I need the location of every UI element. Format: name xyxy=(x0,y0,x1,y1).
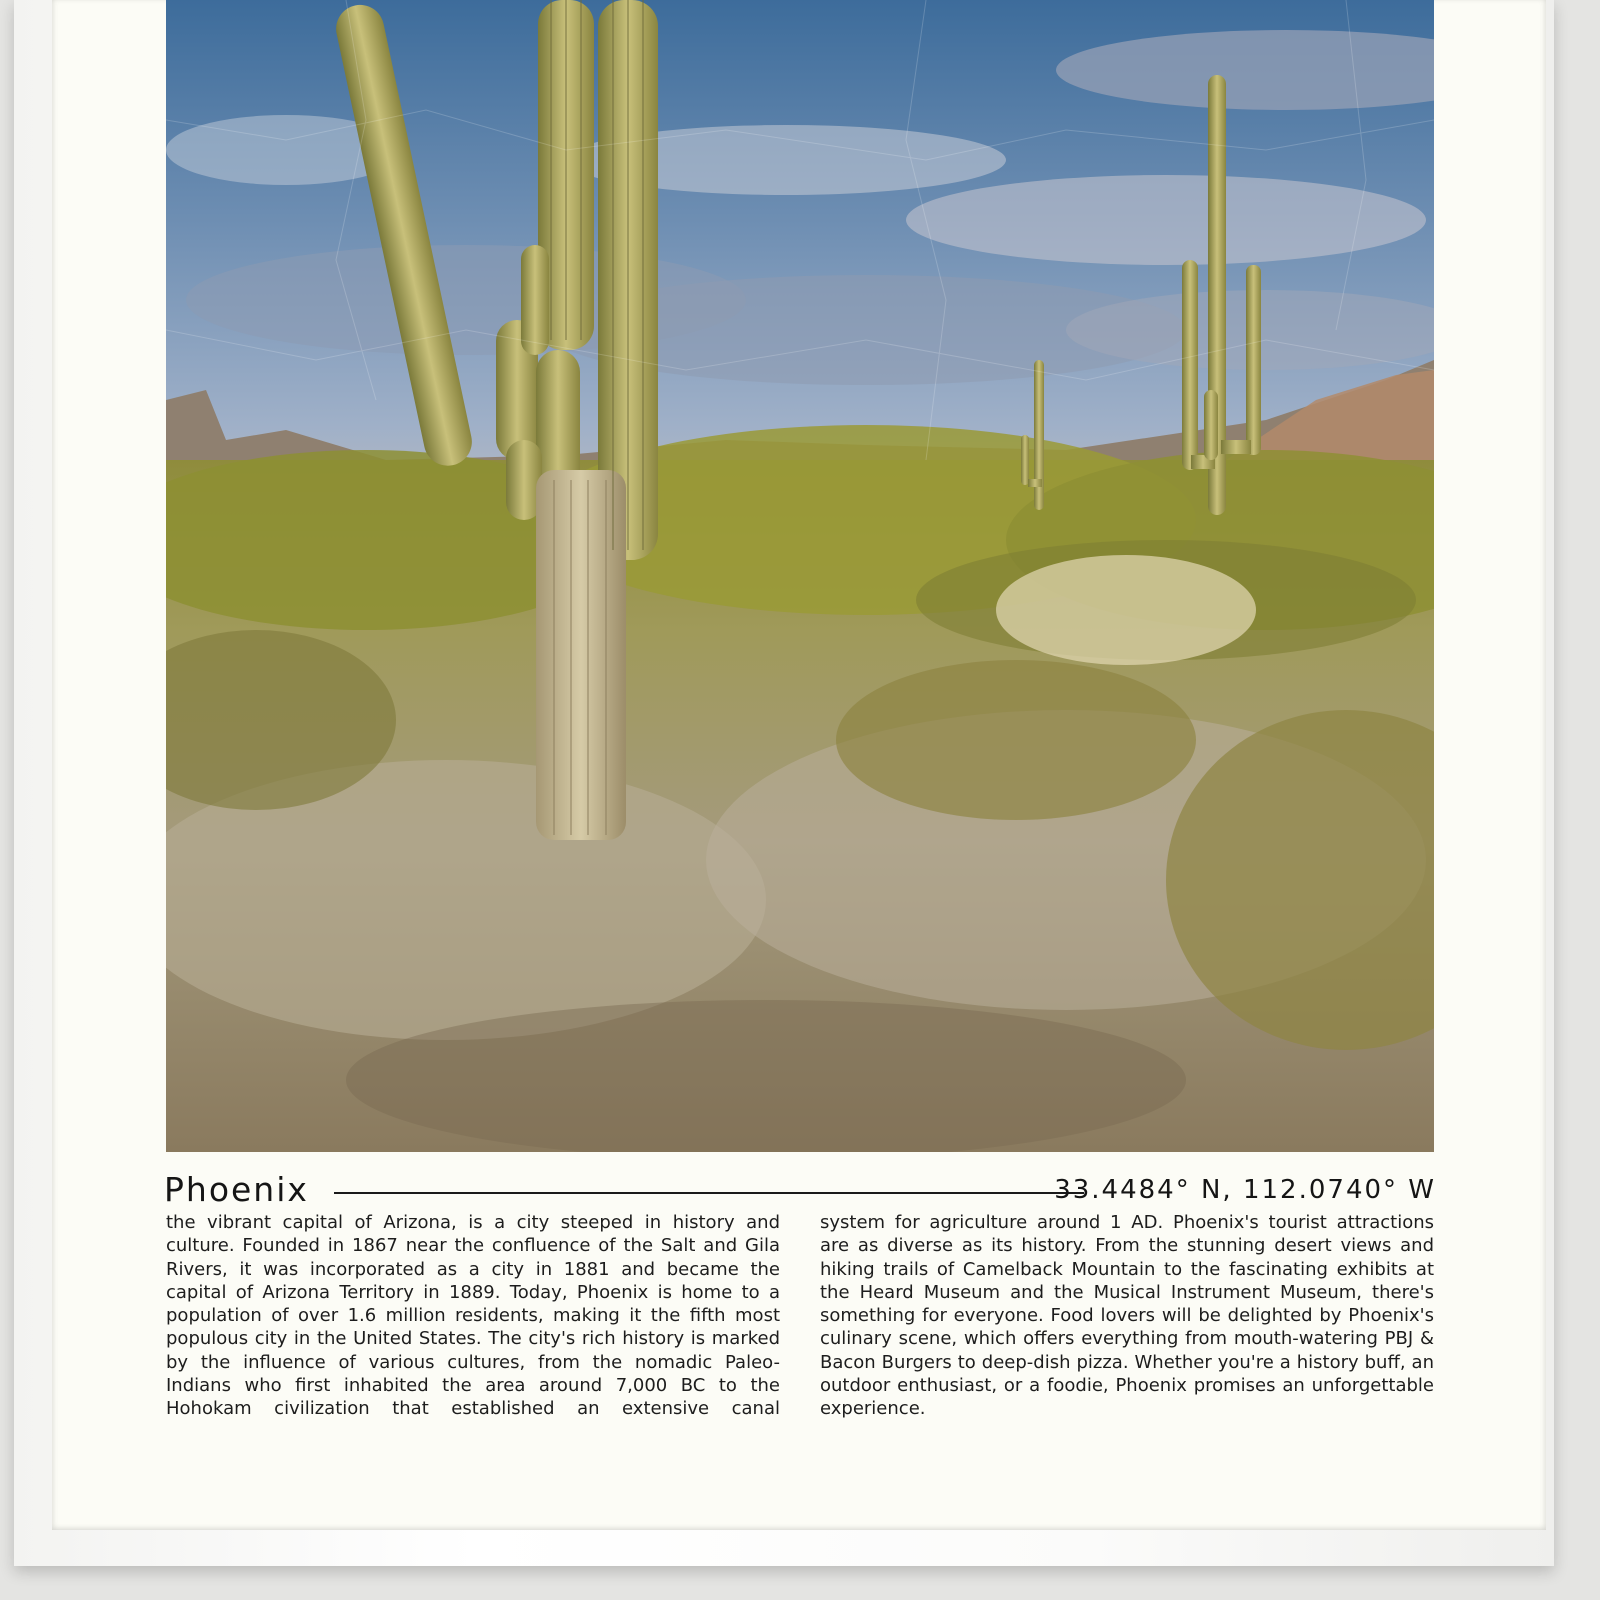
coordinates: 33.4484° N, 112.0740° W xyxy=(1054,1175,1436,1205)
description-left: the vibrant capital of Arizona, is a city steeped in history and culture. Founded in 1867 near the confluence of the Salt and Gila Rivers, it was incorporated as a city in 1881 and became the capital of Arizona Territory in 1889. Today, Phoenix is home to a population of over 1.6 million residents, making it the fifth most populous city in the United States. The city's rich history is marked by the influence of various cultures, from the nomadic Paleo-Indians who first inhabited the area around 7,000 BC to the Hohokam civilization that established an extensive canal xyxy=(166,1212,780,1420)
desert-saguaro-painting xyxy=(166,0,1434,1152)
title-divider-line xyxy=(334,1192,1084,1194)
description-right: system for agriculture around 1 AD. Phoenix's tourist attractions are as diverse as its history. From the stunning desert views and hiking trails of Camelback Mountain to the fascinating exhibits at the Heard Museum and the Musical Instrument Museum, there's something for everyone. Food lovers will be delighted by Phoenix's culinary scene, which offers everything from mouth-watering PBJ & Bacon Burgers to deep-dish pizza. Whether you're a history buff, an outdoor enthusiast, or a foodie, Phoenix promises an unforgettable experience. xyxy=(820,1212,1434,1420)
title-row xyxy=(164,1168,1436,1212)
city-title: Phoenix xyxy=(164,1170,309,1209)
